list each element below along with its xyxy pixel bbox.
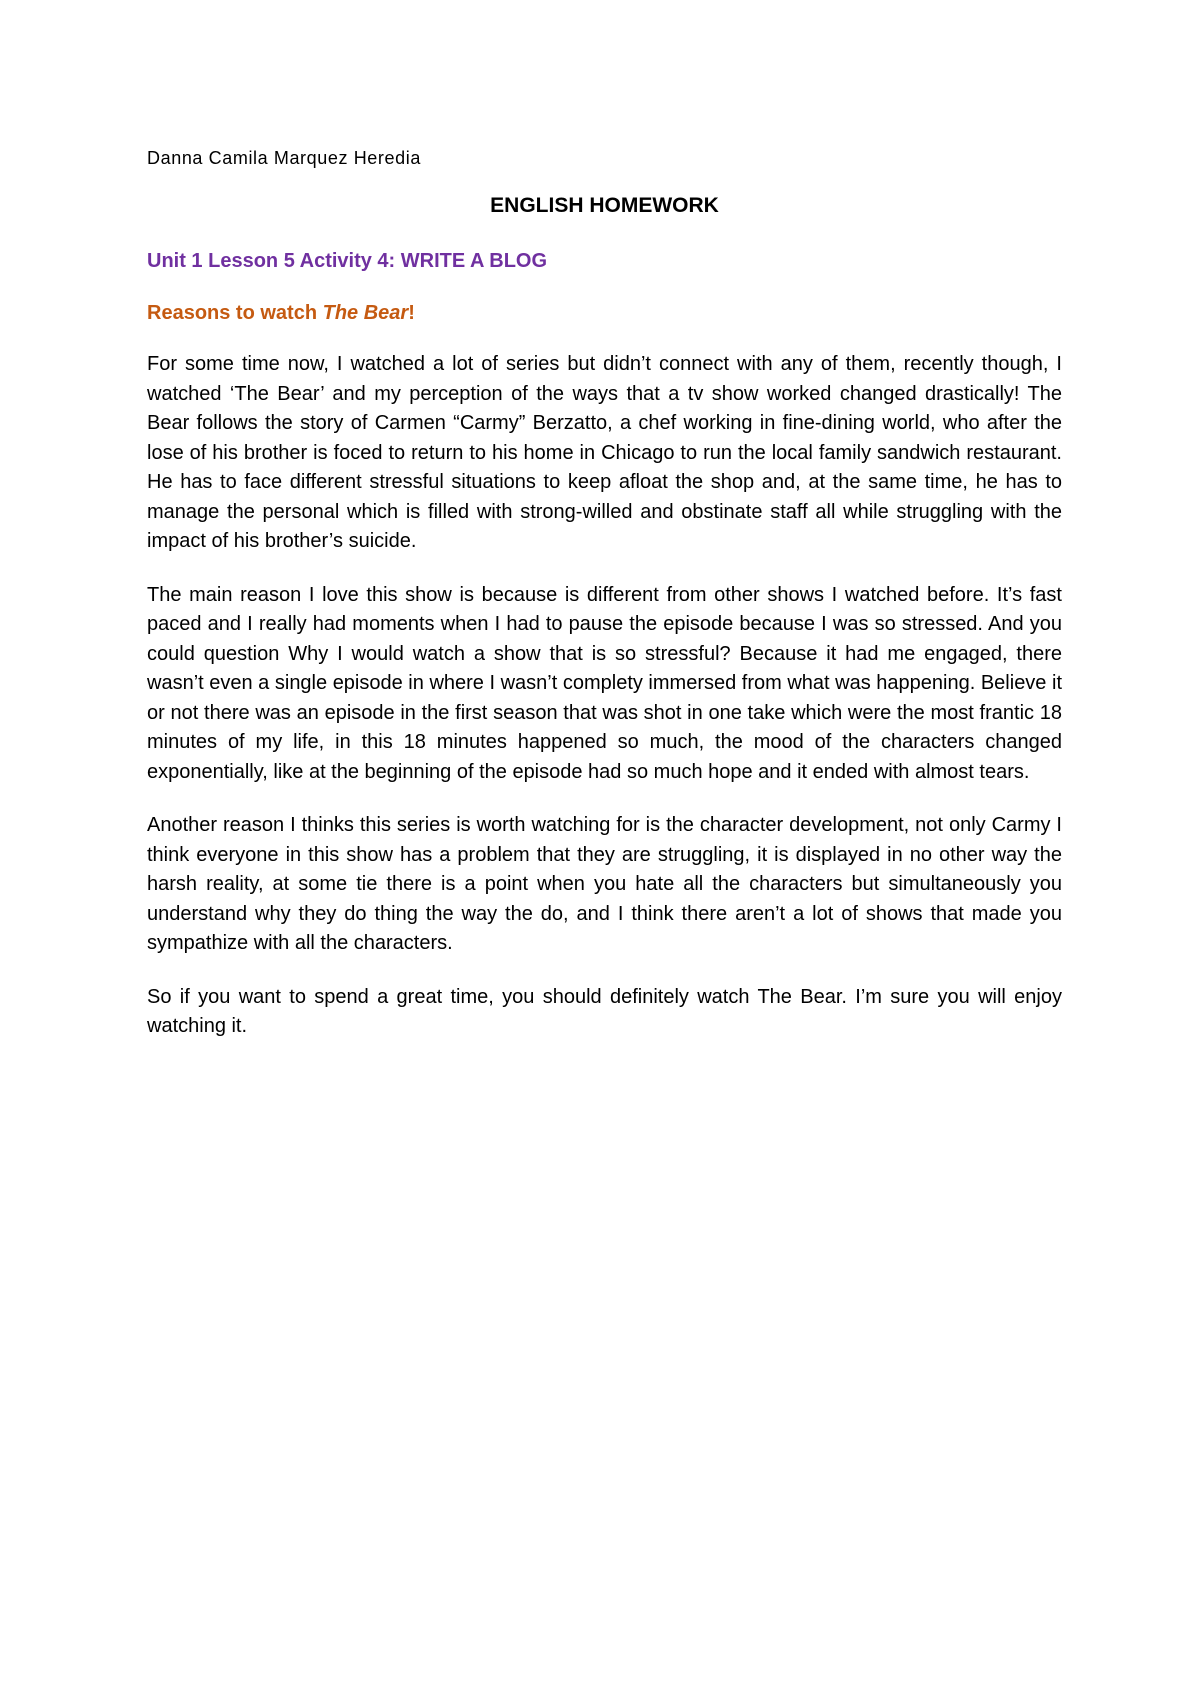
paragraph-another-reason: Another reason I thinks this series is worth watching for is the character development, not only Carmy I think everyone in this show has a problem that they are struggling, it is displayed in no other way the harsh reality, at some tie there is a point when you hate all the characters but simultaneously you understand why they do thing the way the do, and I think there aren’t a lot of shows that made you sympathize with all the characters. [147,814,1062,954]
document-body [147,146,1062,1066]
paragraph-main-reason: The main reason I love this show is because is different from other shows I watched before. It’s fast paced and I really had moments when I had to pause the episode because I was so stressed. And you could question Why I would watch a show that is so stressful? Because it had me engaged, there wasn’t even a single episode in where I wasn’t complety immersed from what was happening. Believe it or not there was an episode in the first season that was shot in one take which were the most frantic 18 minutes of my life, in this 18 minutes happened so much, the mood of the characters changed exponentially, like at the beginning of the episode had so much hope and it ended with almost tears. [147,583,1062,783]
blog-title-suffix: ! [408,302,415,324]
blog-title-show-name: The Bear [322,302,409,324]
blog-title [147,300,1062,326]
paragraph-conclusion: So if you want to spend a great time, you should definitely watch The Bear. I’m sure you will enjoy watching it. [147,985,1062,1037]
paragraph-intro: For some time now, I watched a lot of series but didn’t connect with any of them, recently though, I watched ‘The Bear’ and my perception of the ways that a tv show worked changed drastically! The Bear follows the story of Carmen “Carmy” Berzatto, a chef working in fine-dining world, who after the lose of his brother is foced to return to his home in Chicago to run the local family sandwich restaurant. He has to face different stressful situations to keep afloat the shop and, at the same time, he has to manage the personal which is filled with strong-willed and obstinate staff all while struggling with the impact of his brother’s suicide. [147,353,1062,552]
activity-heading: Unit 1 Lesson 5 Activity 4: WRITE A BLOG [147,250,548,272]
blog-title-prefix: Reasons to watch [147,302,323,324]
author-name: Danna Camila Marquez Heredia [147,148,421,168]
document-title: ENGLISH HOMEWORK [490,194,719,217]
